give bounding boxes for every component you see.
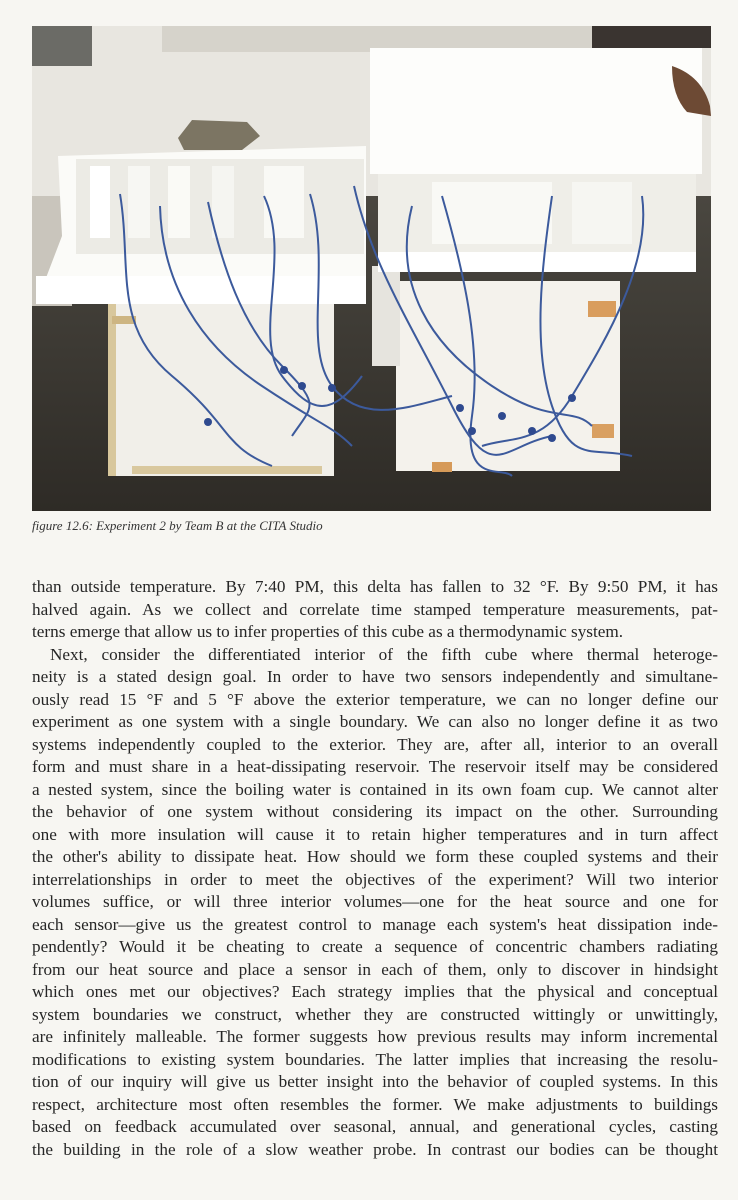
text-line: which ones met our objectives? Each strategy implies that the physical and conceptual <box>32 982 718 1001</box>
text-line: the building in the role of a slow weather probe. In contrast our bodies can be thought <box>32 1139 718 1159</box>
text-line: than outside temperature. By 7:40 PM, this delta has fallen to 32 °F. By 9:50 PM, it has <box>32 577 718 596</box>
text-line: from our heat source and place a sensor in each of them, only to discover in hindsight <box>32 959 718 979</box>
text-line: halved again. As we collect and correlate time stamped temperature measurements, pat- <box>32 599 718 619</box>
text-line: system boundaries we construct, whether they are constructed wittingly or unwittingly, <box>32 1004 718 1024</box>
body-text <box>32 576 718 1161</box>
text-line: Next, consider the differentiated interior of the fifth cube where thermal heteroge- <box>50 644 718 664</box>
text-line: experiment as one system with a single boundary. We can also no longer define it as two <box>32 712 718 731</box>
text-line: terns emerge that allow us to infer properties of this cube as a thermodynamic system. <box>32 622 624 641</box>
text-line: a nested system, since the boiling water is contained in its own foam cup. We cannot alter <box>32 779 718 799</box>
text-line: the other's ability to dissipate heat. How should we form these coupled systems and their <box>32 847 718 866</box>
text-line: one with more insulation will cause it to retain higher temperatures and in turn affect <box>32 824 718 844</box>
text-line: modifications to existing system boundaries. The latter implies that increasing the resolu- <box>32 1049 718 1069</box>
text-line: form and must share in a heat-dissipating reservoir. The reservoir itself may be considered <box>32 757 718 776</box>
figure-caption: figure 12.6: Experiment 2 by Team B at the CITA Studio <box>32 518 323 533</box>
text-line: tion of our inquiry will give us better insight into the behavior of coupled systems. In this <box>32 1072 718 1091</box>
figure-photo <box>32 26 711 511</box>
text-line: are infinitely malleable. The former suggests how previous results may inform incremental <box>32 1027 718 1046</box>
text-line: ously read 15 °F and 5 °F above the exterior temperature, we can no longer define our <box>32 689 718 709</box>
text-line: systems independently coupled to the exterior. They are, after all, interior to an overall <box>32 734 718 754</box>
text-line: neity is a stated design goal. In order to have two sensors independently and simultane- <box>32 667 718 686</box>
text-line: interrelationships in order to meet the objectives of the experiment? Will two interior <box>32 869 718 889</box>
text-line: pendently? Would it be cheating to create a sequence of concentric chambers radiating <box>32 937 718 956</box>
text-line: respect, architecture most often resembles the former. We make adjustments to buildings <box>32 1094 718 1114</box>
text-line: based on feedback accumulated over seasonal, annual, and generational cycles, casting <box>32 1117 718 1136</box>
text-line: each sensor—give us the greatest control to manage each system's heat dissipation inde- <box>32 914 718 934</box>
text-line: volumes suffice, or will three interior volumes—one for the heat source and one for <box>32 892 718 911</box>
text-line: the behavior of one system without considering its impact on the other. Surrounding <box>32 802 718 821</box>
